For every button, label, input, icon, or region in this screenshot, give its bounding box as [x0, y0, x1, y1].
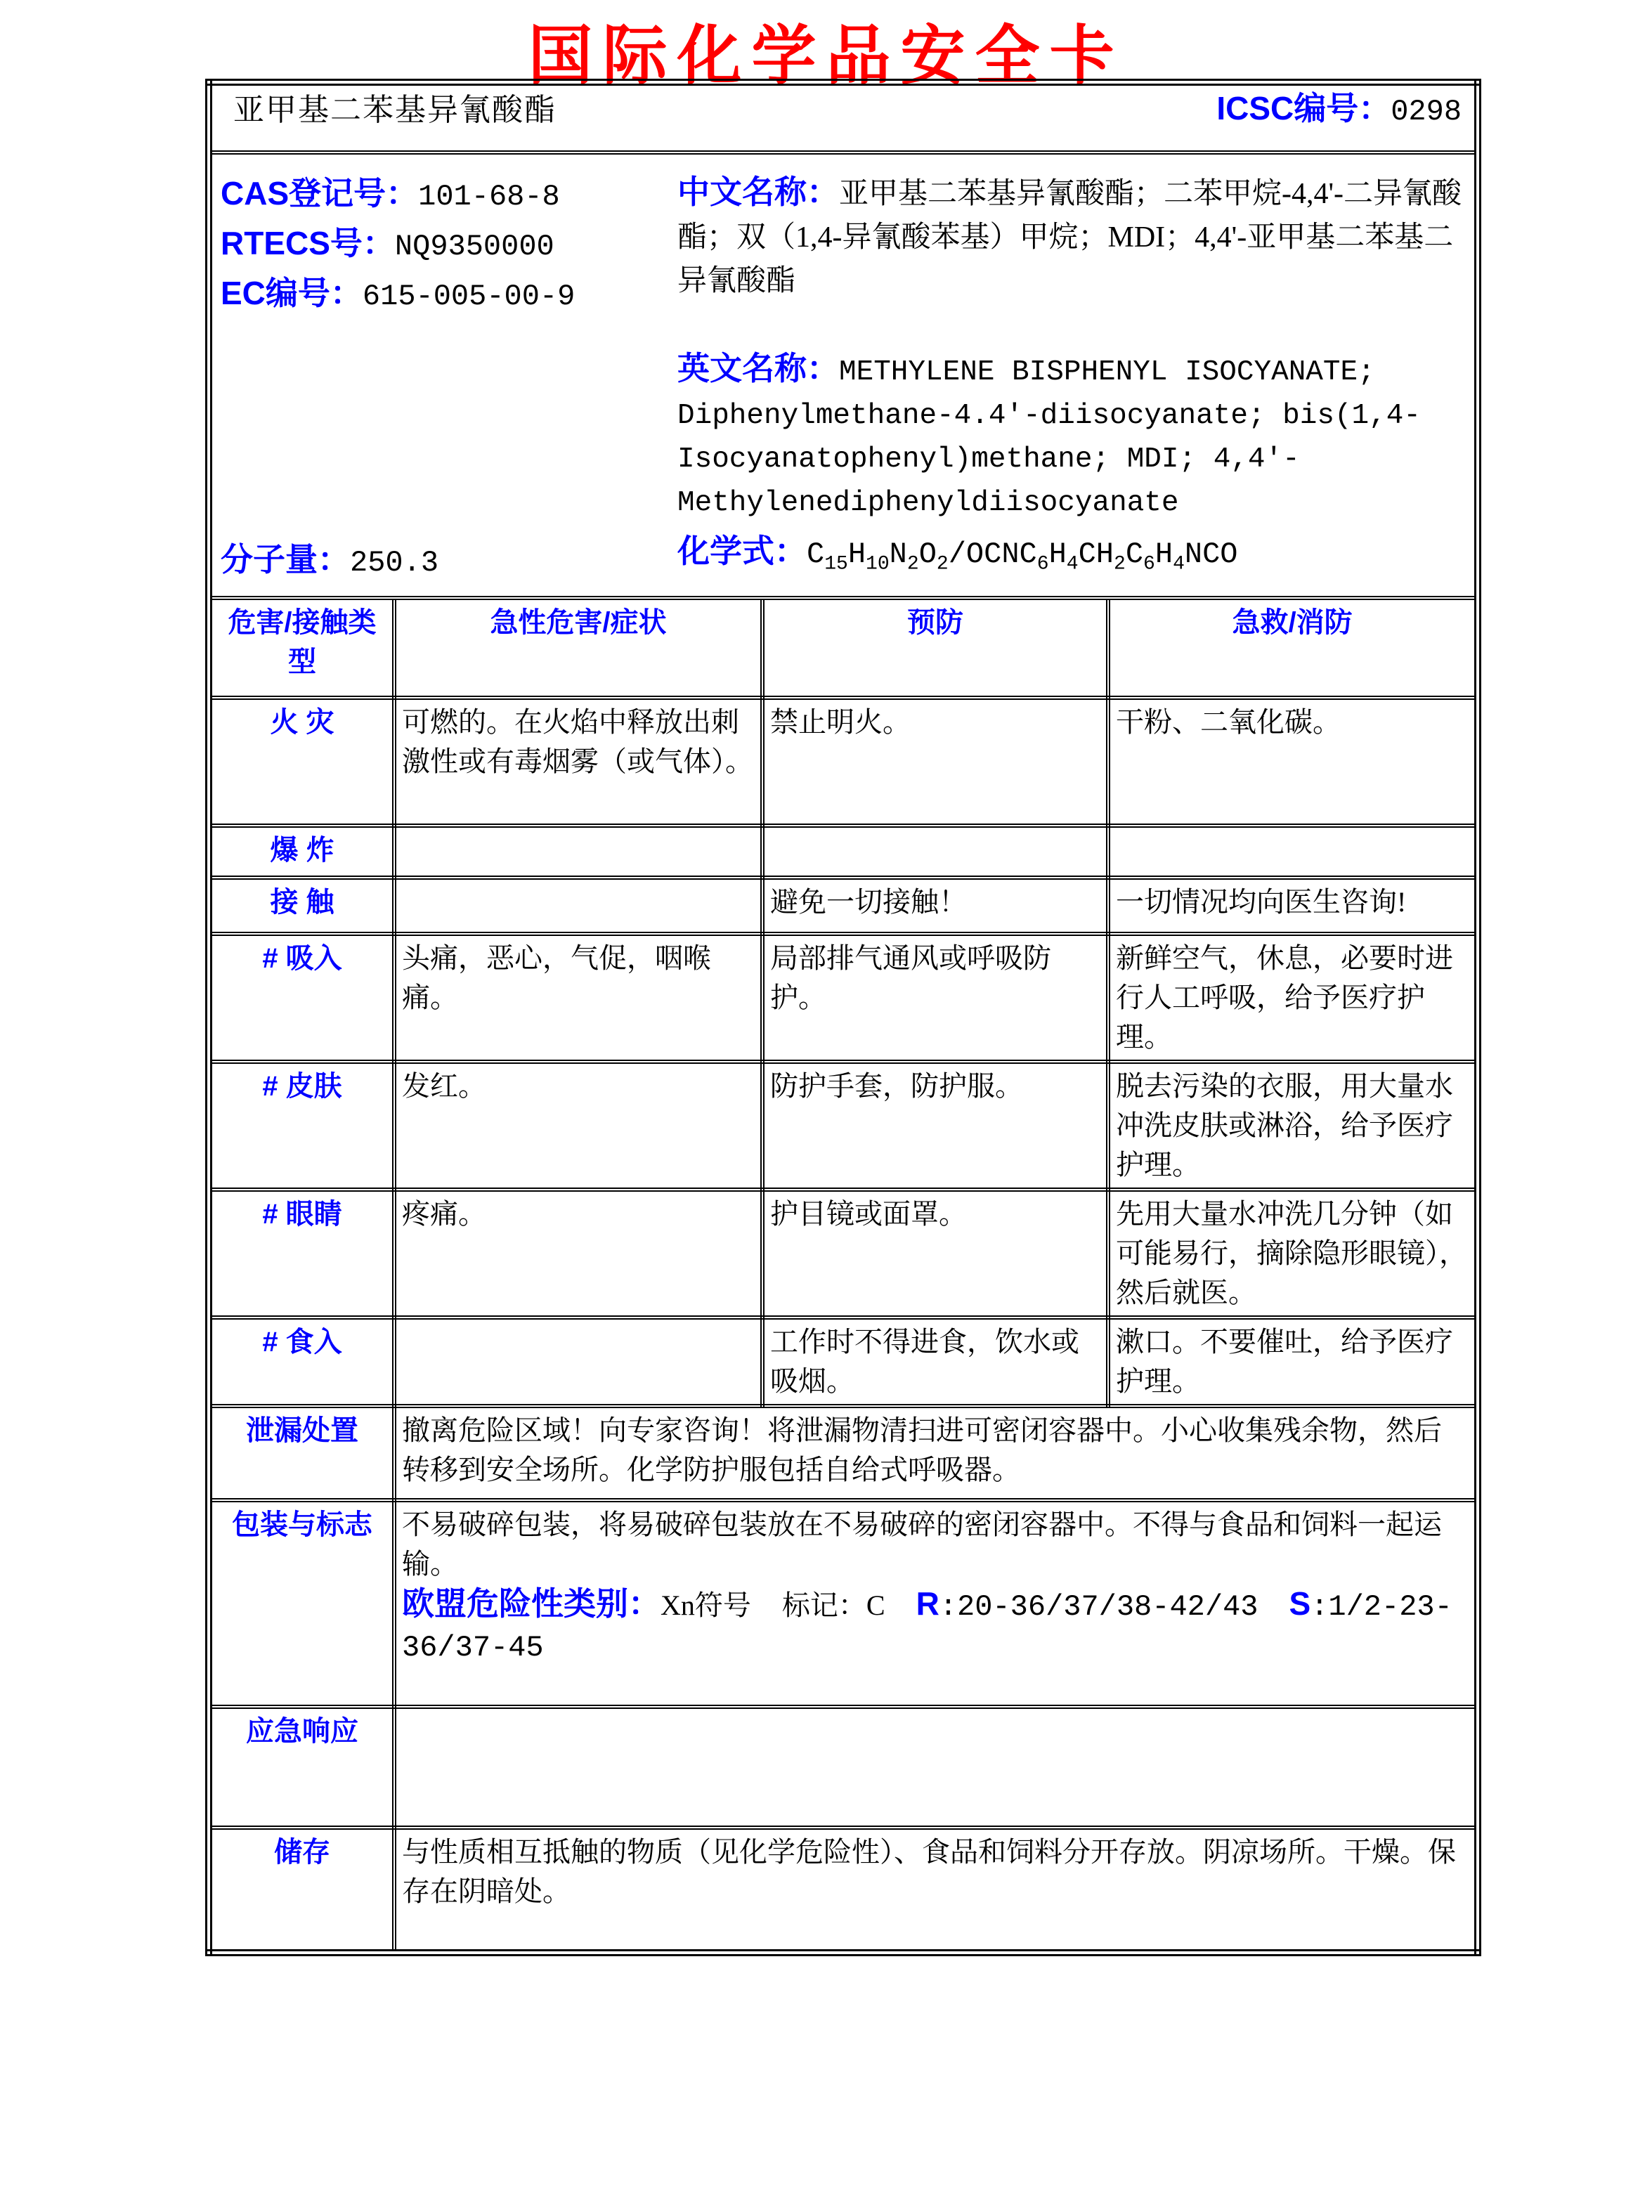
row-storage — [209, 1828, 1478, 1953]
row-ingestion-firstaid: 漱口。不要催吐，给予医疗护理。 — [1108, 1318, 1478, 1406]
chemical-names — [677, 157, 1469, 590]
row-emergency-text — [394, 1707, 1478, 1828]
ec-value: 615-005-00-9 — [362, 280, 575, 313]
icsc-card — [205, 79, 1474, 1956]
row-ingestion — [209, 1318, 1478, 1406]
packing-text: 不易破碎包装，将易破碎包装放在不易破碎的密闭容器中。不得与食品和饲料一起运输。 — [402, 1509, 1442, 1580]
english-name-paragraph — [677, 346, 1462, 525]
registry-numbers — [218, 157, 677, 590]
formula-value: $C_{15}H_{10}N_2O_2/OCNC_6H_4CH_2C_6H_4NCO$ — [807, 537, 1238, 575]
chinese-name-label: 中文名称： — [677, 174, 839, 210]
rtecs-label: RTECS号： — [221, 225, 395, 261]
row-explosion — [209, 826, 1478, 878]
row-skin-symptoms: 发红。 — [394, 1062, 762, 1190]
row-skin-firstaid: 脱去污染的衣服，用大量水冲洗皮肤或淋浴，给予医疗护理。 — [1108, 1062, 1478, 1190]
icsc-number-group — [1216, 89, 1462, 131]
icsc-table — [205, 79, 1481, 1956]
page-title: 国际化学品安全卡 — [528, 20, 1124, 92]
english-name-label: 英文名称： — [677, 350, 839, 386]
s-phrases-label: S — [1289, 1585, 1311, 1622]
chinese-name-value: 亚甲基二苯基异氰酸酯；二苯甲烷-4,4'-二异氰酸酯；双（1,4-异氰酸苯基）甲烷；MDI；4,4'-亚甲基二苯基二异氰酸酯 — [677, 178, 1462, 297]
s-phrases-value: :1/2-23-36/37-45 — [402, 1590, 1452, 1665]
formula-label: 化学式： — [677, 532, 807, 569]
molecular-weight-value: 250.3 — [350, 546, 439, 580]
row-packing-content — [394, 1500, 1478, 1707]
row-spill — [209, 1406, 1478, 1500]
row-eyes-prevention: 护目镜或面罩。 — [762, 1190, 1108, 1318]
row-inhalation-prevention: 局部排气通风或呼吸防护。 — [762, 934, 1108, 1062]
col-header-symptoms: 急性危害/症状 — [394, 598, 762, 698]
r-phrases-label: R — [916, 1585, 939, 1622]
col-header-firstaid: 急救/消防 — [1108, 598, 1478, 698]
ec-label: EC编号： — [221, 275, 363, 311]
icsc-number-value: 0298 — [1391, 95, 1462, 129]
row-contact-firstaid: 一切情况均向医生咨询! — [1108, 878, 1478, 934]
row-packing-label: 包装与标志 — [209, 1500, 394, 1707]
row-spill-label: 泄漏处置 — [209, 1406, 394, 1500]
formula-paragraph — [677, 529, 1462, 586]
row-ingestion-prevention: 工作时不得进食，饮水或吸烟。 — [762, 1318, 1108, 1406]
row-inhalation-firstaid: 新鲜空气，休息，必要时进行人工呼吸，给予医疗护理。 — [1108, 934, 1478, 1062]
row-skin-label: # 皮肤 — [209, 1062, 394, 1190]
row-skin-prevention: 防护手套，防护服。 — [762, 1062, 1108, 1190]
row-ingestion-label: # 食入 — [209, 1318, 394, 1406]
identifiers-row — [209, 152, 1478, 598]
row-emergency — [209, 1707, 1478, 1828]
row-eyes-symptoms: 疼痛。 — [394, 1190, 762, 1318]
row-inhalation-symptoms: 头痛，恶心，气促，咽喉痛。 — [394, 934, 762, 1062]
mark-label: 标记： — [781, 1589, 866, 1621]
row-ingestion-symptoms — [394, 1318, 762, 1406]
hazard-header-row — [209, 598, 1478, 698]
eu-class-label: 欧盟危险性类别： — [402, 1585, 661, 1622]
substance-name: 亚甲基二苯基异氰酸酯 — [233, 92, 557, 127]
row-explosion-symptoms — [394, 826, 762, 878]
row-eyes — [209, 1190, 1478, 1318]
row-fire-label: 火 灾 — [209, 698, 394, 826]
row-contact-prevention: 避免一切接触！ — [762, 878, 1108, 934]
row-eyes-label: # 眼睛 — [209, 1190, 394, 1318]
row-skin — [209, 1062, 1478, 1190]
row-explosion-label: 爆 炸 — [209, 826, 394, 878]
row-emergency-label: 应急响应 — [209, 1707, 394, 1828]
chinese-name-paragraph — [677, 170, 1462, 303]
mark-value: C — [866, 1589, 885, 1621]
molecular-weight-line — [221, 536, 677, 586]
row-packing — [209, 1500, 1478, 1707]
row-explosion-prevention — [762, 826, 1108, 878]
row-contact-symptoms — [394, 878, 762, 934]
eu-class-symbol: Xn符号 — [661, 1589, 751, 1621]
rtecs-value: NQ9350000 — [394, 230, 554, 264]
ec-line — [221, 270, 677, 320]
r-phrases-value: :20-36/37/38-42/43 — [939, 1590, 1258, 1624]
row-contact-label: 接 触 — [209, 878, 394, 934]
row-contact — [209, 878, 1478, 934]
row-inhalation-label: # 吸入 — [209, 934, 394, 1062]
header-row — [209, 82, 1478, 152]
row-storage-text: 与性质相互抵触的物质（见化学危险性）、食品和饲料分开存放。阴凉场所。干燥。保存在阴暗处。 — [394, 1828, 1478, 1953]
rtecs-line — [221, 220, 677, 270]
row-inhalation — [209, 934, 1478, 1062]
col-header-hazard-type: 危害/接触类型 — [209, 598, 394, 698]
eu-classification-line — [402, 1584, 1469, 1667]
cas-value: 101-68-8 — [418, 180, 560, 214]
icsc-number-label: ICSC编号： — [1216, 90, 1391, 126]
row-eyes-firstaid: 先用大量水冲洗几分钟（如可能易行，摘除隐形眼镜），然后就医。 — [1108, 1190, 1478, 1318]
english-name-value: METHYLENE BISPHENYL ISOCYANATE; Diphenylmethane-4.4'-diisocyanate; bis(1,4-Isocyanatophenyl)methane; MDI; 4,4'-Methylenediphenyldiisocyanate — [677, 356, 1421, 519]
row-spill-text: 撤离危险区域！向专家咨询！将泄漏物清扫进可密闭容器中。小心收集残余物，然后转移到安全场所。化学防护服包括自给式呼吸器。 — [394, 1406, 1478, 1500]
row-fire-symptoms: 可燃的。在火焰中释放出刺激性或有毒烟雾（或气体）。 — [394, 698, 762, 826]
row-fire — [209, 698, 1478, 826]
row-fire-firstaid: 干粉、二氧化碳。 — [1108, 698, 1478, 826]
row-explosion-firstaid — [1108, 826, 1478, 878]
row-fire-prevention: 禁止明火。 — [762, 698, 1108, 826]
row-storage-label: 储存 — [209, 1828, 394, 1953]
molecular-weight-label: 分子量： — [221, 541, 350, 578]
cas-label: CAS登记号： — [221, 175, 419, 212]
cas-line — [221, 170, 677, 220]
col-header-prevention: 预防 — [762, 598, 1108, 698]
